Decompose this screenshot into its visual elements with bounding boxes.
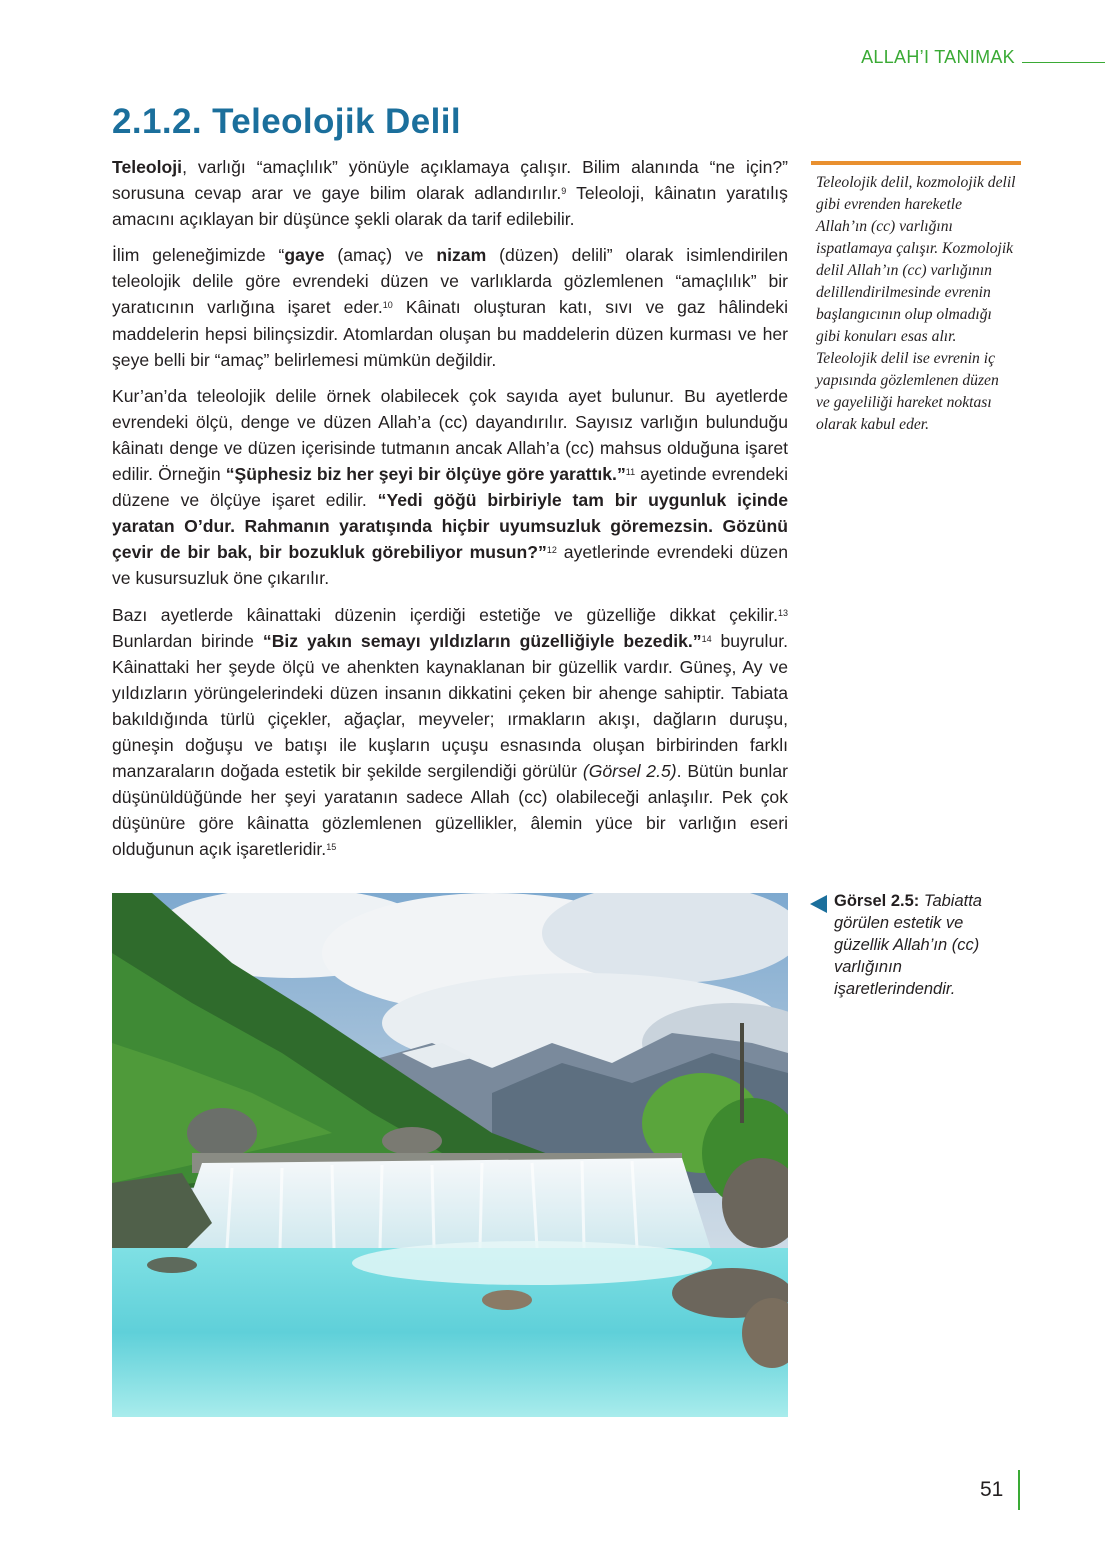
- section-title: 2.1.2. Teleolojik Delil: [112, 102, 461, 141]
- figure-reference: (Görsel 2.5): [582, 761, 677, 782]
- text-run: İlim geleneğimizde “: [112, 245, 285, 266]
- caption-arrow-icon: [810, 895, 827, 913]
- term-bold: gaye: [284, 245, 325, 266]
- text-run: Kâinatı oluşturan katı, sıvı ve gaz hâlindeki maddelerin hepsi bilinçsizdir. Atomlardan oluşan bu maddelerin düzen kurması ve her şeye belli bir “amaç” belirlemesi mümkün değildir.: [112, 297, 788, 370]
- footnote-ref: 13: [777, 607, 788, 618]
- figure-caption-text: Tabiatta görülen estetik ve güzellik Allah’ın (cc) varlığının işaretlerindendir.: [834, 892, 982, 998]
- running-header: ALLAH’I TANIMAK: [861, 47, 1015, 67]
- text-run: . Bütün bunlar düşünüldüğünde her şeyi yaratanın sadece Allah (cc) olabileceği anlaşılır. Pek çok düşünüre göre kâinatta gözlemlenen güzellikler, âlemin yüce bir varlığın eseri olduğunun açık işaretleridir.: [112, 761, 788, 860]
- paragraph-2: [112, 242, 788, 372]
- text-run: Bazı ayetlerde kâinattaki düzenin içerdiği estetiğe ve güzelliğe dikkat çekilir.: [112, 604, 778, 625]
- term-bold: Teleoloji: [112, 157, 183, 177]
- verse-quote: “Biz yakın semayı yıldızların güzelliğiyle bezedik.”: [262, 630, 702, 651]
- main-text: [112, 154, 788, 872]
- footnote-ref: 15: [326, 842, 337, 853]
- text-run: (amaç) ve: [324, 245, 437, 266]
- page-number-rule: [1018, 1470, 1020, 1510]
- text-run: Bunlardan birinde: [112, 630, 263, 651]
- footnote-ref: 11: [625, 467, 636, 478]
- sidebar-note: Teleolojik delil, kozmolojik delil gibi evrenden hareketle Allah’ın (cc) varlığını ispatlamaya çalışır. Kozmolojik delil Allah’ın (cc) varlığının delillendirilmesinde evrenin başlangıcının olup olmadığı gibi konuları esas alır. Teleolojik delil ise evrenin iç yapısında gözlemlenen düzen ve gayeliliği hareket noktası olarak kabul eder.: [816, 174, 1016, 433]
- footnote-ref: 10: [382, 300, 393, 311]
- verse-quote: “Şüphesiz biz her şeyi bir ölçüye göre yarattık.”: [225, 464, 626, 485]
- paragraph-4: [112, 602, 788, 863]
- text-run: Kur’an’da teleolojik delile örnek olabilecek çok sayıda ayet bulunur. Bu ayetlerde evrendeki ölçü, denge ve düzen Allah’a (cc) dayandırılır. Sayısız varlığın bulunduğu kâinatı denge ve düzen içerisinde tutmanın ancak Allah’a (cc) mahsus olduğuna işaret edilir. Örneğin: [112, 385, 788, 485]
- figure-label: Görsel 2.5:: [834, 892, 920, 910]
- text-run: Teleoloji, kâinatın yaratılış amacını açıklayan bir düşünce şekli olarak da tarif edilebilir.: [112, 183, 788, 230]
- verse-quote: “Yedi göğü birbiriyle tam bir uygunluk içinde yaratan O’dur. Rahmanın yaratışında hiçbir uyumsuzluk göremezsin. Gözünü çevir de bir bak, bir bozukluk görebiliyor musun?”: [112, 490, 788, 563]
- paragraph-3: [112, 383, 788, 592]
- footnote-ref: 9: [561, 186, 567, 197]
- text-run: buyrulur. Kâinattaki her şeyde ölçü ve ahenkten kaynaklanan bir güzellik vardır. Güneş, Ay ve yıldızların yörüngelerindeki düzen insanın dikkatini çeken bir ahenge sahiptir. Tabiata bakıldığında türlü çiçekler, ağaçlar, meyveler; ırmakların akışı, dağların duruşu, güneşin doğuşu ve batışı ile kuşların uçuşu esnasında oluşan birbirinden farklı manzaraların doğada estetik bir şekilde sergilendiği görülür: [112, 630, 788, 782]
- header-rule: [1022, 62, 1105, 63]
- waterfall-photo: [112, 893, 788, 1417]
- text-run: , varlığı “amaçlılık” yönüyle açıklamaya çalışır. Bilim alanında “ne için?” sorusuna cevap arar ve gaye bilim olarak adlandırılır.: [112, 157, 788, 204]
- sidebar-rule: [811, 161, 1021, 165]
- figure-caption: [810, 890, 1010, 1000]
- text-run: ayetlerinde evrendeki düzen ve kusursuzluk öne çıkarılır.: [112, 542, 788, 589]
- paragraph-1: [112, 154, 788, 232]
- term-bold: nizam: [436, 245, 487, 266]
- text-run: ayetinde evrendeki düzene ve ölçüye işaret edilir.: [112, 464, 788, 511]
- text-run: (düzen) delili” olarak isimlendirilen teleolojik delile göre evrendeki düzen ve varlıklarda gözlemlenen “amaçlılık” bir yaratıcının varlığına işaret eder.: [112, 245, 788, 318]
- footnote-ref: 14: [701, 633, 712, 644]
- footnote-ref: 12: [546, 545, 557, 556]
- page-number: 51: [980, 1478, 1004, 1501]
